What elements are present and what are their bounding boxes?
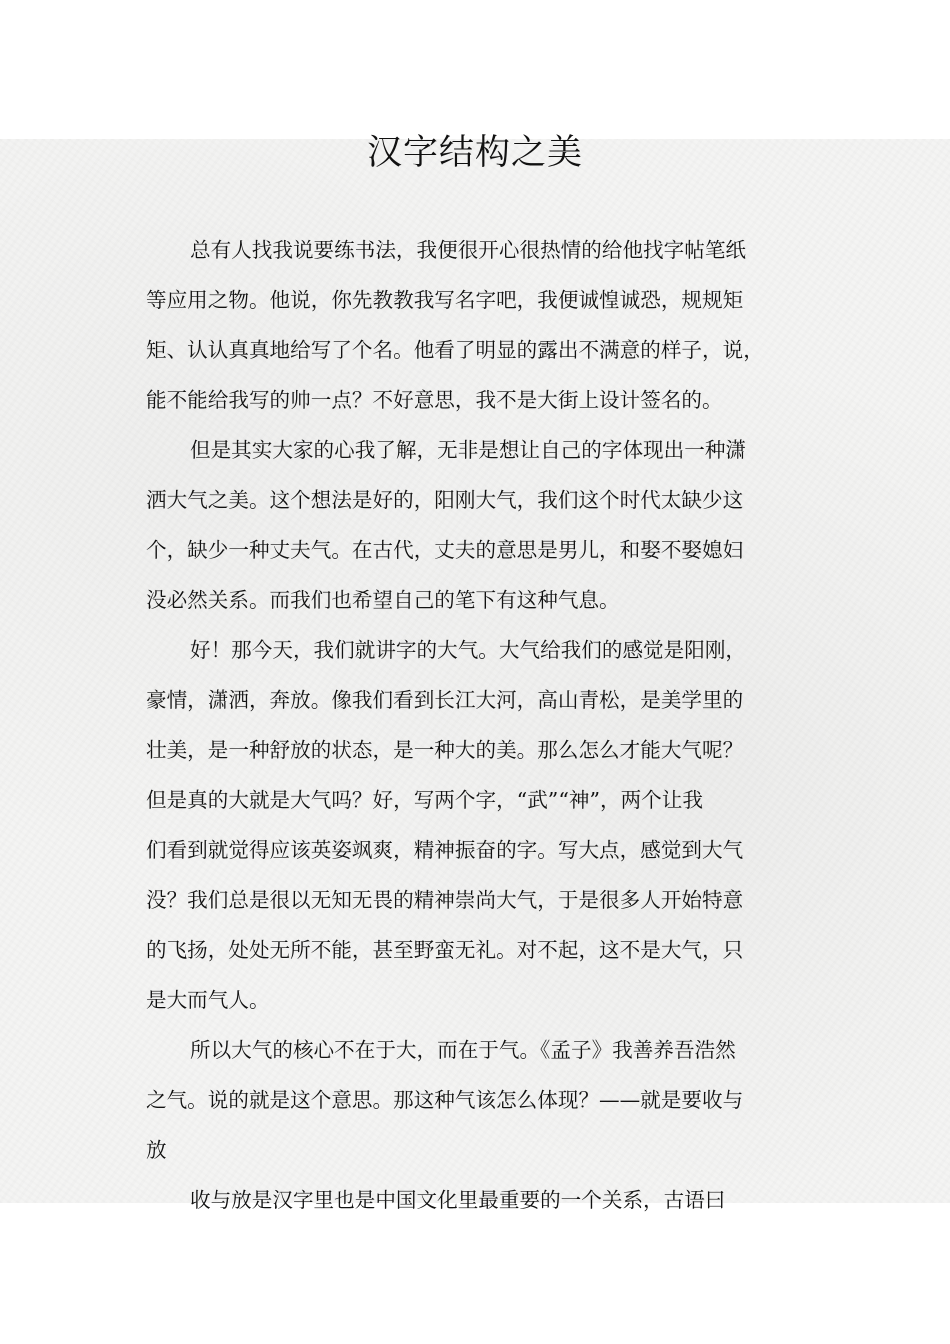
text-line: 总有人找我说要练书法，我便很开心很热情的给他找字帖笔纸: [190, 238, 747, 262]
paragraph-1: [146, 225, 816, 425]
text-line: 们看到就觉得应该英姿飒爽，精神振奋的字。写大点，感觉到大气: [146, 838, 744, 862]
text-line: 之气。说的就是这个意思。那这种气该怎么体现？——就是要收与: [146, 1088, 744, 1112]
paragraph-4: [146, 1025, 816, 1175]
paragraph-3: [146, 625, 816, 1025]
document-body: [146, 225, 816, 1225]
text-line: 是大而气人。: [146, 988, 270, 1012]
text-line: 没必然关系。而我们也希望自己的笔下有这种气息。: [146, 588, 620, 612]
text-line: 个，缺少一种丈夫气。在古代，丈夫的意思是男儿，和娶不娶媳妇: [146, 538, 744, 562]
text-line: 矩、认认真真地给写了个名。他看了明显的露出不满意的样子，说，: [146, 338, 764, 362]
text-line: 等应用之物。他说，你先教教我写名字吧，我便诚惶诚恐，规规矩: [146, 288, 744, 312]
text-line: 所以大气的核心不在于大，而在于气。《孟子》我善养吾浩然: [190, 1038, 736, 1062]
text-line: 豪情，潇洒，奔放。像我们看到长江大河，高山青松，是美学里的: [146, 688, 744, 712]
text-line: 但是其实大家的心我了解，无非是想让自己的字体现出一种潇: [190, 438, 747, 462]
text-line: 没？我们总是很以无知无畏的精神崇尚大气，于是很多人开始特意: [146, 888, 744, 912]
text-line: 的飞扬，处处无所不能，甚至野蛮无礼。对不起，这不是大气，只: [146, 938, 744, 962]
text-line: 但是真的大就是大气吗？好，写两个字，“武”“神”，两个让我: [146, 788, 703, 812]
paragraph-2: [146, 425, 816, 625]
text-line: 洒大气之美。这个想法是好的，阳刚大气，我们这个时代太缺少这: [146, 488, 744, 512]
text-line: 壮美，是一种舒放的状态，是一种大的美。那么怎么才能大气呢？: [146, 738, 744, 762]
document-title: 汉字结构之美: [366, 133, 583, 173]
text-line: 放: [146, 1138, 167, 1162]
text-line: 能不能给我写的帅一点？不好意思，我不是大街上设计签名的。: [146, 388, 723, 412]
paragraph-5: [146, 1175, 816, 1225]
text-line: 收与放是汉字里也是中国文化里最重要的一个关系，古语曰: [190, 1188, 726, 1212]
text-line: 好！那今天，我们就讲字的大气。大气给我们的感觉是阳刚，: [190, 638, 747, 662]
